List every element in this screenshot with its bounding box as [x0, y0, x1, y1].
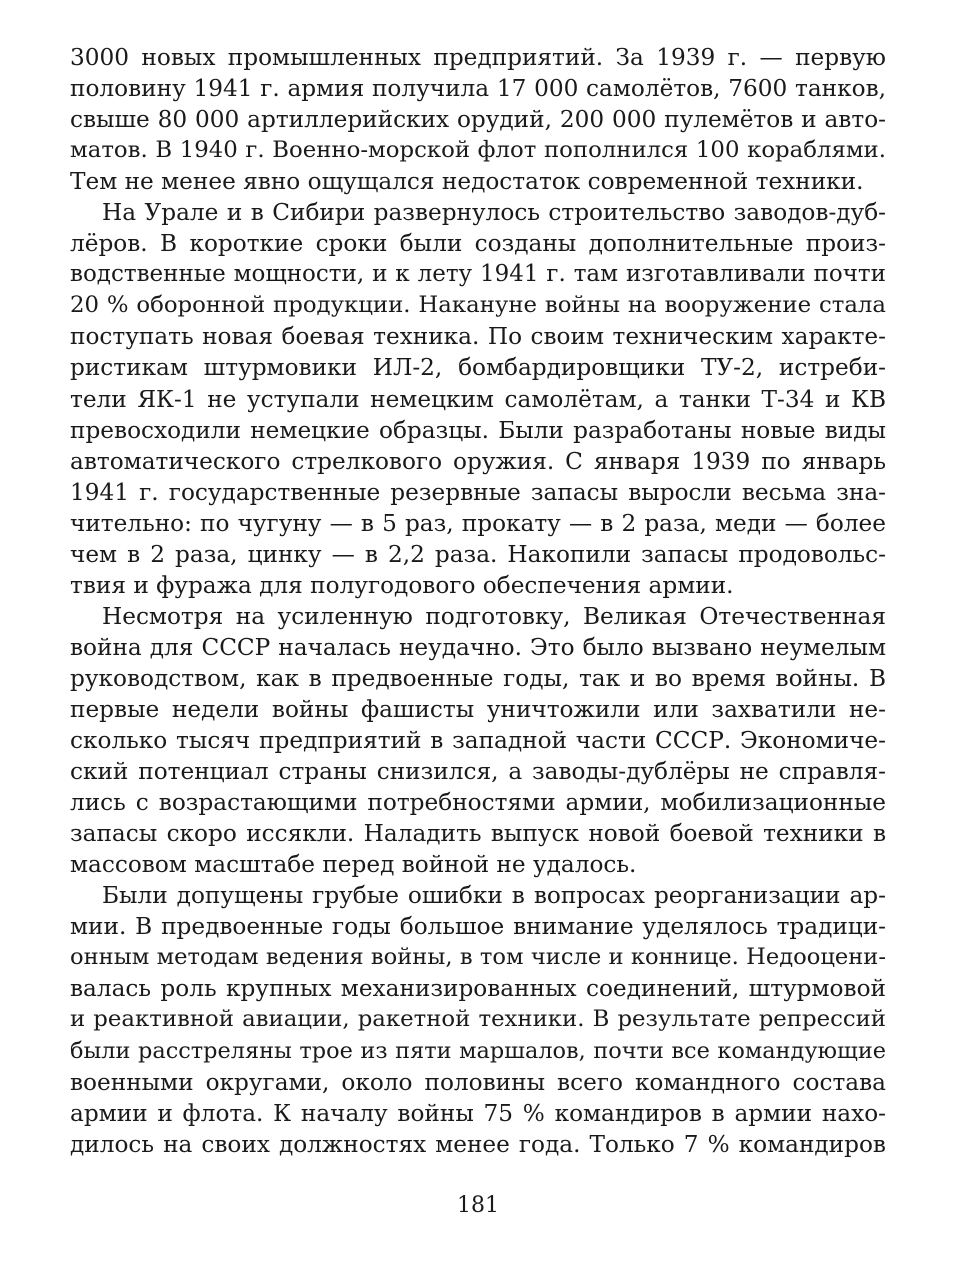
- page-body: [70, 42, 886, 1160]
- text-line: 3000 новых промышленных предприятий. За 1939 г. — первую: [70, 44, 886, 71]
- text-line: матов. В 1940 г. Военно-морской флот пополнился 100 кораблями.: [70, 137, 886, 164]
- text-line: чительно: по чугуну — в 5 раз, прокату — в 2 раза, меди — более: [70, 509, 886, 537]
- text-line: лёров. В короткие сроки были созданы дополнительные произ-: [70, 230, 886, 258]
- text-line: 20 % оборонной продукции. Накануне войны на вооружение стала: [70, 292, 886, 319]
- text-line: были расстреляны трое из пяти маршалов, почти все командующие: [70, 1037, 886, 1064]
- text-line: военными округами, около половины всего командного состава: [70, 1068, 886, 1096]
- text-line: дилось на своих должностях менее года. Только 7 % командиров: [70, 1130, 886, 1158]
- page-number: 181: [457, 1193, 499, 1218]
- text-line: запасы скоро иссякли. Наладить выпуск новой боевой техники в: [70, 820, 886, 848]
- text-line: лись с возрастающими потребностями армии, мобилизационные: [70, 789, 886, 817]
- text-line: свыше 80 000 артиллерийских орудий, 200 000 пулемётов и авто-: [70, 106, 886, 134]
- text-line: 1941 г. государственные резервные запасы выросли весьма зна-: [70, 478, 886, 506]
- text-line: Были допущены грубые ошибки в вопросах реорганизации ар-: [102, 882, 886, 910]
- text-line: массовом масштабе перед войной не удалось.: [70, 851, 637, 879]
- text-line: ристикам штурмовики ИЛ-2, бомбардировщики ТУ-2, истреби-: [70, 354, 886, 382]
- text-line: тели ЯК-1 не уступали немецким самолётам, а танки Т-34 и КВ: [70, 385, 886, 413]
- text-line: Несмотря на усиленную подготовку, Великая Отечественная: [102, 602, 886, 630]
- paragraph: [70, 601, 886, 880]
- text-line: чем в 2 раза, цинку — в 2,2 раза. Накопили запасы продовольс-: [70, 540, 886, 568]
- text-line: водственные мощности, и к лету 1941 г. там изготавливали почти: [70, 261, 886, 288]
- text-line: мии. В предвоенные годы большое внимание уделялось традици-: [70, 913, 886, 941]
- paragraph: [70, 880, 886, 1159]
- text-line: превосходили немецкие образцы. Были разработаны новые виды: [70, 416, 886, 444]
- text-line: половину 1941 г. армия получила 17 000 самолётов, 7600 танков,: [70, 75, 886, 103]
- text-line: твия и фуража для полугодового обеспечения армии.: [70, 571, 734, 599]
- paragraph: [70, 197, 886, 601]
- text-line: и реактивной авиации, ракетной техники. В результате репрессий: [70, 1006, 886, 1033]
- text-line: онным методам ведения войны, в том числе и коннице. Недооцени-: [70, 944, 886, 971]
- text-line: руководством, как в предвоенные годы, так и во время войны. В: [70, 664, 886, 692]
- text-line: сколько тысяч предприятий в западной части СССР. Экономиче-: [70, 727, 886, 755]
- text-line: война для СССР началась неудачно. Это было вызвано неумелым: [70, 633, 886, 661]
- text-line: На Урале и в Сибири развернулось строительство заводов-дуб-: [102, 199, 886, 227]
- text-line: Тем не менее явно ощущался недостаток современной техники.: [70, 168, 864, 196]
- paragraph: [70, 42, 886, 197]
- text-line: ский потенциал страны снизился, а заводы-дублёры не справля-: [70, 758, 886, 786]
- text-line: первые недели войны фашисты уничтожили или захватили не-: [70, 695, 886, 723]
- text-line: автоматического стрелкового оружия. С января 1939 по январь: [70, 447, 886, 475]
- text-line: армии и флота. К началу войны 75 % командиров в армии нахо-: [70, 1099, 886, 1127]
- text-line: поступать новая боевая техника. По своим техническим характе-: [70, 323, 886, 351]
- text-line: валась роль крупных механизированных соединений, штурмовой: [70, 975, 886, 1003]
